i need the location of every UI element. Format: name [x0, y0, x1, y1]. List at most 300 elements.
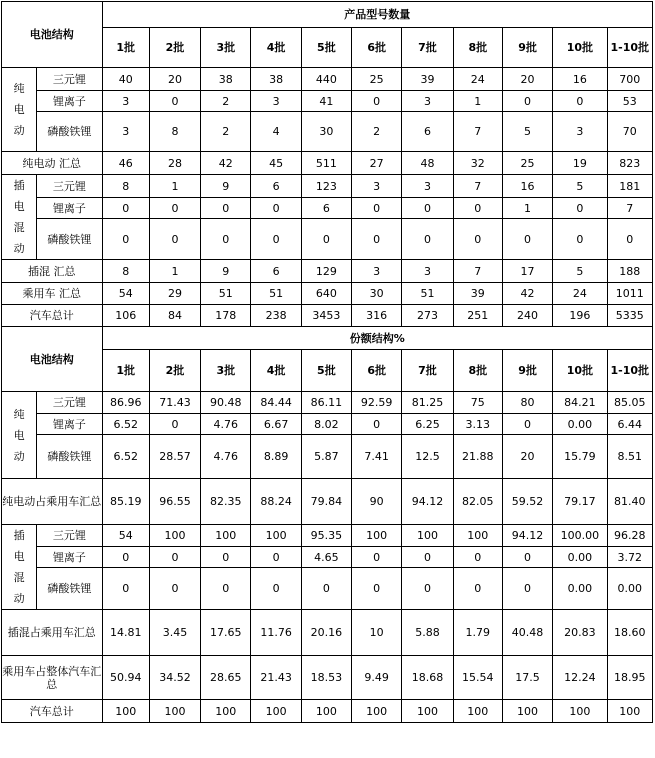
- structure-header: 电池结构: [2, 327, 103, 392]
- value-cell: 0: [402, 198, 453, 219]
- value-cell: 0.00: [553, 414, 607, 435]
- batch-header: 9批: [502, 28, 552, 68]
- value-cell: 196: [553, 305, 607, 327]
- value-cell: 0: [502, 547, 552, 568]
- total-row: [2, 305, 653, 327]
- value-cell: 96.55: [149, 479, 200, 525]
- value-cell: 0: [607, 219, 652, 260]
- value-cell: 0: [502, 414, 552, 435]
- subtotal-label: 乘用车 汇总: [2, 283, 103, 305]
- value-cell: 0: [352, 547, 402, 568]
- value-cell: 45: [251, 152, 301, 175]
- value-cell: 17.65: [201, 610, 251, 656]
- value-cell: 17.5: [502, 656, 552, 700]
- subtotal-row: [2, 152, 653, 175]
- value-cell: 0: [453, 219, 502, 260]
- value-cell: 90: [352, 479, 402, 525]
- value-cell: 238: [251, 305, 301, 327]
- value-cell: 6.25: [402, 414, 453, 435]
- value-cell: 0: [102, 219, 149, 260]
- value-cell: 16: [502, 175, 552, 198]
- value-cell: 0: [402, 547, 453, 568]
- value-cell: 3.72: [607, 547, 652, 568]
- value-cell: 3.13: [453, 414, 502, 435]
- value-cell: 20.83: [553, 610, 607, 656]
- value-cell: 100: [453, 700, 502, 723]
- value-cell: 3453: [301, 305, 351, 327]
- section-title: 份额结构%: [102, 327, 652, 350]
- value-cell: 4.76: [201, 435, 251, 479]
- batch-header: 10批: [553, 28, 607, 68]
- value-cell: 0: [201, 547, 251, 568]
- total-label: 汽车总计: [2, 305, 103, 327]
- row-label: 三元锂: [37, 392, 102, 414]
- value-cell: 84: [149, 305, 200, 327]
- group-label-vertical: [2, 392, 37, 479]
- value-cell: 81.25: [402, 392, 453, 414]
- batch-header: 3批: [201, 28, 251, 68]
- value-cell: 0: [402, 219, 453, 260]
- value-cell: 100: [402, 700, 453, 723]
- batch-header: 8批: [453, 28, 502, 68]
- batch-header: 1-10批: [607, 350, 652, 392]
- value-cell: 34.52: [149, 656, 200, 700]
- table-row: [2, 198, 653, 219]
- value-cell: 1.79: [453, 610, 502, 656]
- group-label-char: 电: [13, 428, 25, 442]
- subtotal-label: 纯电动 汇总: [2, 152, 103, 175]
- value-cell: 3: [402, 260, 453, 283]
- value-cell: 0: [301, 219, 351, 260]
- value-cell: 0: [502, 219, 552, 260]
- value-cell: 100: [201, 700, 251, 723]
- group-label-char: 插: [13, 529, 25, 542]
- batch-header: 7批: [402, 350, 453, 392]
- subtotal-label: 插混 汇总: [2, 260, 103, 283]
- value-cell: 71.43: [149, 392, 200, 414]
- group-label-vertical: [2, 68, 37, 152]
- group-label-char: 动: [13, 242, 25, 255]
- value-cell: 88.24: [251, 479, 301, 525]
- value-cell: 0: [301, 568, 351, 610]
- value-cell: 21.88: [453, 435, 502, 479]
- value-cell: 14.81: [102, 610, 149, 656]
- value-cell: 25: [502, 152, 552, 175]
- value-cell: 42: [502, 283, 552, 305]
- batch-header: 10批: [553, 350, 607, 392]
- value-cell: 3.45: [149, 610, 200, 656]
- value-cell: 6: [402, 112, 453, 152]
- batch-header: 4批: [251, 350, 301, 392]
- value-cell: 6: [251, 260, 301, 283]
- value-cell: 51: [201, 283, 251, 305]
- value-cell: 100.00: [553, 525, 607, 547]
- group-label-char: 电: [13, 103, 25, 116]
- value-cell: 511: [301, 152, 351, 175]
- value-cell: 38: [201, 68, 251, 91]
- value-cell: 38: [251, 68, 301, 91]
- value-cell: 0: [149, 91, 200, 112]
- value-cell: 51: [251, 283, 301, 305]
- row-label: 三元锂: [37, 68, 102, 91]
- value-cell: 0: [201, 568, 251, 610]
- value-cell: 0: [553, 91, 607, 112]
- group-label-char: 电: [13, 200, 25, 213]
- value-cell: 90.48: [201, 392, 251, 414]
- total-label: 汽车总计: [2, 700, 103, 723]
- value-cell: 84.44: [251, 392, 301, 414]
- value-cell: 40: [102, 68, 149, 91]
- value-cell: 7: [453, 260, 502, 283]
- value-cell: 9: [201, 175, 251, 198]
- table-row: [2, 112, 653, 152]
- value-cell: 100: [502, 700, 552, 723]
- batch-header: 9批: [502, 350, 552, 392]
- group-label-vertical: [2, 525, 37, 610]
- value-cell: 6: [251, 175, 301, 198]
- batch-header: 1批: [102, 28, 149, 68]
- table-row: [2, 392, 653, 414]
- value-cell: 0: [553, 219, 607, 260]
- subtotal-row: [2, 283, 653, 305]
- value-cell: 5335: [607, 305, 652, 327]
- value-cell: 12.5: [402, 435, 453, 479]
- value-cell: 2: [352, 112, 402, 152]
- subtotal-row: [2, 656, 653, 700]
- value-cell: 11.76: [251, 610, 301, 656]
- value-cell: 5: [553, 260, 607, 283]
- value-cell: 16: [553, 68, 607, 91]
- section-title: 产品型号数量: [102, 2, 652, 28]
- batch-header: 6批: [352, 350, 402, 392]
- value-cell: 18.95: [607, 656, 652, 700]
- value-cell: 100: [352, 525, 402, 547]
- value-cell: 59.52: [502, 479, 552, 525]
- value-cell: 42: [201, 152, 251, 175]
- value-cell: 100: [402, 525, 453, 547]
- value-cell: 0.00: [553, 568, 607, 610]
- table-row: [2, 219, 653, 260]
- value-cell: 0: [502, 568, 552, 610]
- value-cell: 85.19: [102, 479, 149, 525]
- value-cell: 0: [149, 198, 200, 219]
- value-cell: 15.79: [553, 435, 607, 479]
- value-cell: 3: [352, 175, 402, 198]
- value-cell: 273: [402, 305, 453, 327]
- value-cell: 1: [149, 175, 200, 198]
- value-cell: 40.48: [502, 610, 552, 656]
- value-cell: 3: [402, 91, 453, 112]
- total-row: [2, 700, 653, 723]
- group-label-char: 混: [13, 221, 25, 234]
- value-cell: 7: [607, 198, 652, 219]
- row-label: 锂离子: [37, 198, 102, 219]
- value-cell: 8: [102, 260, 149, 283]
- value-cell: 7.41: [352, 435, 402, 479]
- batch-header: 4批: [251, 28, 301, 68]
- batch-header: 1-10批: [607, 28, 652, 68]
- value-cell: 82.35: [201, 479, 251, 525]
- value-cell: 8.51: [607, 435, 652, 479]
- value-cell: 75: [453, 392, 502, 414]
- value-cell: 7: [453, 175, 502, 198]
- value-cell: 0.00: [607, 568, 652, 610]
- group-label-vertical: [2, 175, 37, 260]
- value-cell: 9: [201, 260, 251, 283]
- value-cell: 178: [201, 305, 251, 327]
- group-label-char: 混: [13, 571, 25, 584]
- value-cell: 3: [251, 91, 301, 112]
- value-cell: 8.02: [301, 414, 351, 435]
- value-cell: 0: [251, 198, 301, 219]
- value-cell: 106: [102, 305, 149, 327]
- value-cell: 86.96: [102, 392, 149, 414]
- batch-header: 5批: [301, 350, 351, 392]
- row-label: 锂离子: [37, 547, 102, 568]
- value-cell: 95.35: [301, 525, 351, 547]
- group-label-char: 动: [13, 449, 25, 463]
- value-cell: 0: [149, 219, 200, 260]
- value-cell: 1: [149, 260, 200, 283]
- battery-structure-table: [1, 1, 653, 723]
- row-label: 三元锂: [37, 525, 102, 547]
- value-cell: 1: [453, 91, 502, 112]
- value-cell: 440: [301, 68, 351, 91]
- value-cell: 30: [352, 283, 402, 305]
- value-cell: 0.00: [553, 547, 607, 568]
- value-cell: 12.24: [553, 656, 607, 700]
- value-cell: 86.11: [301, 392, 351, 414]
- value-cell: 15.54: [453, 656, 502, 700]
- value-cell: 0: [453, 198, 502, 219]
- value-cell: 240: [502, 305, 552, 327]
- value-cell: 4: [251, 112, 301, 152]
- structure-header: 电池结构: [2, 2, 103, 68]
- value-cell: 5: [553, 175, 607, 198]
- value-cell: 54: [102, 283, 149, 305]
- value-cell: 0: [149, 414, 200, 435]
- value-cell: 1: [502, 198, 552, 219]
- row-label: 三元锂: [37, 175, 102, 198]
- value-cell: 20: [502, 68, 552, 91]
- batch-header: 2批: [149, 28, 200, 68]
- value-cell: 8: [102, 175, 149, 198]
- batch-header: 7批: [402, 28, 453, 68]
- value-cell: 94.12: [402, 479, 453, 525]
- value-cell: 2: [201, 112, 251, 152]
- value-cell: 0: [251, 568, 301, 610]
- value-cell: 96.28: [607, 525, 652, 547]
- value-cell: 25: [352, 68, 402, 91]
- value-cell: 0: [149, 568, 200, 610]
- subtotal-label: 纯电动占乘用车汇总: [2, 479, 103, 525]
- value-cell: 0: [102, 198, 149, 219]
- value-cell: 41: [301, 91, 351, 112]
- subtotal-row: [2, 260, 653, 283]
- value-cell: 18.68: [402, 656, 453, 700]
- subtotal-label: 乘用车占整体汽车汇总: [2, 656, 103, 700]
- table-row: [2, 568, 653, 610]
- subtotal-label: 插混占乘用车汇总: [2, 610, 103, 656]
- value-cell: 100: [453, 525, 502, 547]
- value-cell: 0: [201, 219, 251, 260]
- value-cell: 6.52: [102, 435, 149, 479]
- value-cell: 0: [251, 219, 301, 260]
- value-cell: 6.67: [251, 414, 301, 435]
- value-cell: 100: [352, 700, 402, 723]
- value-cell: 18.60: [607, 610, 652, 656]
- table-row: [2, 91, 653, 112]
- value-cell: 50.94: [102, 656, 149, 700]
- group-label-char: 插: [13, 179, 25, 192]
- group-label-char: 电: [13, 550, 25, 563]
- value-cell: 8: [149, 112, 200, 152]
- value-cell: 100: [301, 700, 351, 723]
- value-cell: 100: [149, 700, 200, 723]
- value-cell: 4.76: [201, 414, 251, 435]
- value-cell: 0: [553, 198, 607, 219]
- value-cell: 0: [102, 547, 149, 568]
- value-cell: 46: [102, 152, 149, 175]
- value-cell: 39: [453, 283, 502, 305]
- value-cell: 81.40: [607, 479, 652, 525]
- value-cell: 28.65: [201, 656, 251, 700]
- value-cell: 129: [301, 260, 351, 283]
- value-cell: 6.52: [102, 414, 149, 435]
- row-label: 磷酸铁锂: [37, 568, 102, 610]
- value-cell: 18.53: [301, 656, 351, 700]
- group-label-char: 纯: [13, 82, 25, 95]
- value-cell: 251: [453, 305, 502, 327]
- value-cell: 0: [402, 568, 453, 610]
- value-cell: 100: [102, 700, 149, 723]
- value-cell: 0: [352, 219, 402, 260]
- value-cell: 700: [607, 68, 652, 91]
- value-cell: 27: [352, 152, 402, 175]
- value-cell: 3: [402, 175, 453, 198]
- value-cell: 640: [301, 283, 351, 305]
- row-label: 磷酸铁锂: [37, 112, 102, 152]
- table-row: [2, 435, 653, 479]
- value-cell: 100: [149, 525, 200, 547]
- value-cell: 100: [201, 525, 251, 547]
- batch-header: 3批: [201, 350, 251, 392]
- section-title-row: [2, 2, 653, 28]
- batch-header: 5批: [301, 28, 351, 68]
- table-row: [2, 547, 653, 568]
- value-cell: 30: [301, 112, 351, 152]
- value-cell: 0: [149, 547, 200, 568]
- value-cell: 39: [402, 68, 453, 91]
- value-cell: 54: [102, 525, 149, 547]
- value-cell: 7: [453, 112, 502, 152]
- value-cell: 823: [607, 152, 652, 175]
- value-cell: 9.49: [352, 656, 402, 700]
- value-cell: 21.43: [251, 656, 301, 700]
- value-cell: 19: [553, 152, 607, 175]
- subtotal-row: [2, 610, 653, 656]
- batch-header: 2批: [149, 350, 200, 392]
- value-cell: 5.88: [402, 610, 453, 656]
- row-label: 磷酸铁锂: [37, 435, 102, 479]
- value-cell: 0: [502, 91, 552, 112]
- value-cell: 3: [352, 260, 402, 283]
- value-cell: 0: [251, 547, 301, 568]
- value-cell: 10: [352, 610, 402, 656]
- value-cell: 5: [502, 112, 552, 152]
- value-cell: 51: [402, 283, 453, 305]
- value-cell: 6.44: [607, 414, 652, 435]
- value-cell: 188: [607, 260, 652, 283]
- value-cell: 0: [453, 547, 502, 568]
- value-cell: 85.05: [607, 392, 652, 414]
- row-label: 锂离子: [37, 414, 102, 435]
- value-cell: 0: [102, 568, 149, 610]
- batch-header: 6批: [352, 28, 402, 68]
- value-cell: 24: [553, 283, 607, 305]
- value-cell: 70: [607, 112, 652, 152]
- table-row: [2, 414, 653, 435]
- value-cell: 1011: [607, 283, 652, 305]
- row-label: 磷酸铁锂: [37, 219, 102, 260]
- value-cell: 53: [607, 91, 652, 112]
- batch-header: 8批: [453, 350, 502, 392]
- value-cell: 3: [102, 91, 149, 112]
- value-cell: 0: [352, 414, 402, 435]
- value-cell: 100: [251, 525, 301, 547]
- value-cell: 4.65: [301, 547, 351, 568]
- value-cell: 316: [352, 305, 402, 327]
- value-cell: 100: [553, 700, 607, 723]
- table-row: [2, 68, 653, 91]
- value-cell: 17: [502, 260, 552, 283]
- value-cell: 5.87: [301, 435, 351, 479]
- value-cell: 94.12: [502, 525, 552, 547]
- value-cell: 20: [149, 68, 200, 91]
- value-cell: 181: [607, 175, 652, 198]
- group-label-char: 纯: [13, 407, 25, 421]
- value-cell: 6: [301, 198, 351, 219]
- value-cell: 29: [149, 283, 200, 305]
- value-cell: 48: [402, 152, 453, 175]
- batch-header: 1批: [102, 350, 149, 392]
- value-cell: 82.05: [453, 479, 502, 525]
- value-cell: 24: [453, 68, 502, 91]
- value-cell: 28.57: [149, 435, 200, 479]
- value-cell: 20: [502, 435, 552, 479]
- value-cell: 0: [352, 568, 402, 610]
- table-row: [2, 525, 653, 547]
- group-label-char: 动: [13, 124, 25, 137]
- value-cell: 123: [301, 175, 351, 198]
- value-cell: 3: [553, 112, 607, 152]
- value-cell: 32: [453, 152, 502, 175]
- value-cell: 2: [201, 91, 251, 112]
- value-cell: 0: [352, 198, 402, 219]
- value-cell: 100: [607, 700, 652, 723]
- value-cell: 28: [149, 152, 200, 175]
- table-row: [2, 175, 653, 198]
- value-cell: 79.17: [553, 479, 607, 525]
- value-cell: 0: [352, 91, 402, 112]
- value-cell: 100: [251, 700, 301, 723]
- value-cell: 92.59: [352, 392, 402, 414]
- value-cell: 79.84: [301, 479, 351, 525]
- subtotal-row: [2, 479, 653, 525]
- value-cell: 84.21: [553, 392, 607, 414]
- value-cell: 0: [201, 198, 251, 219]
- value-cell: 8.89: [251, 435, 301, 479]
